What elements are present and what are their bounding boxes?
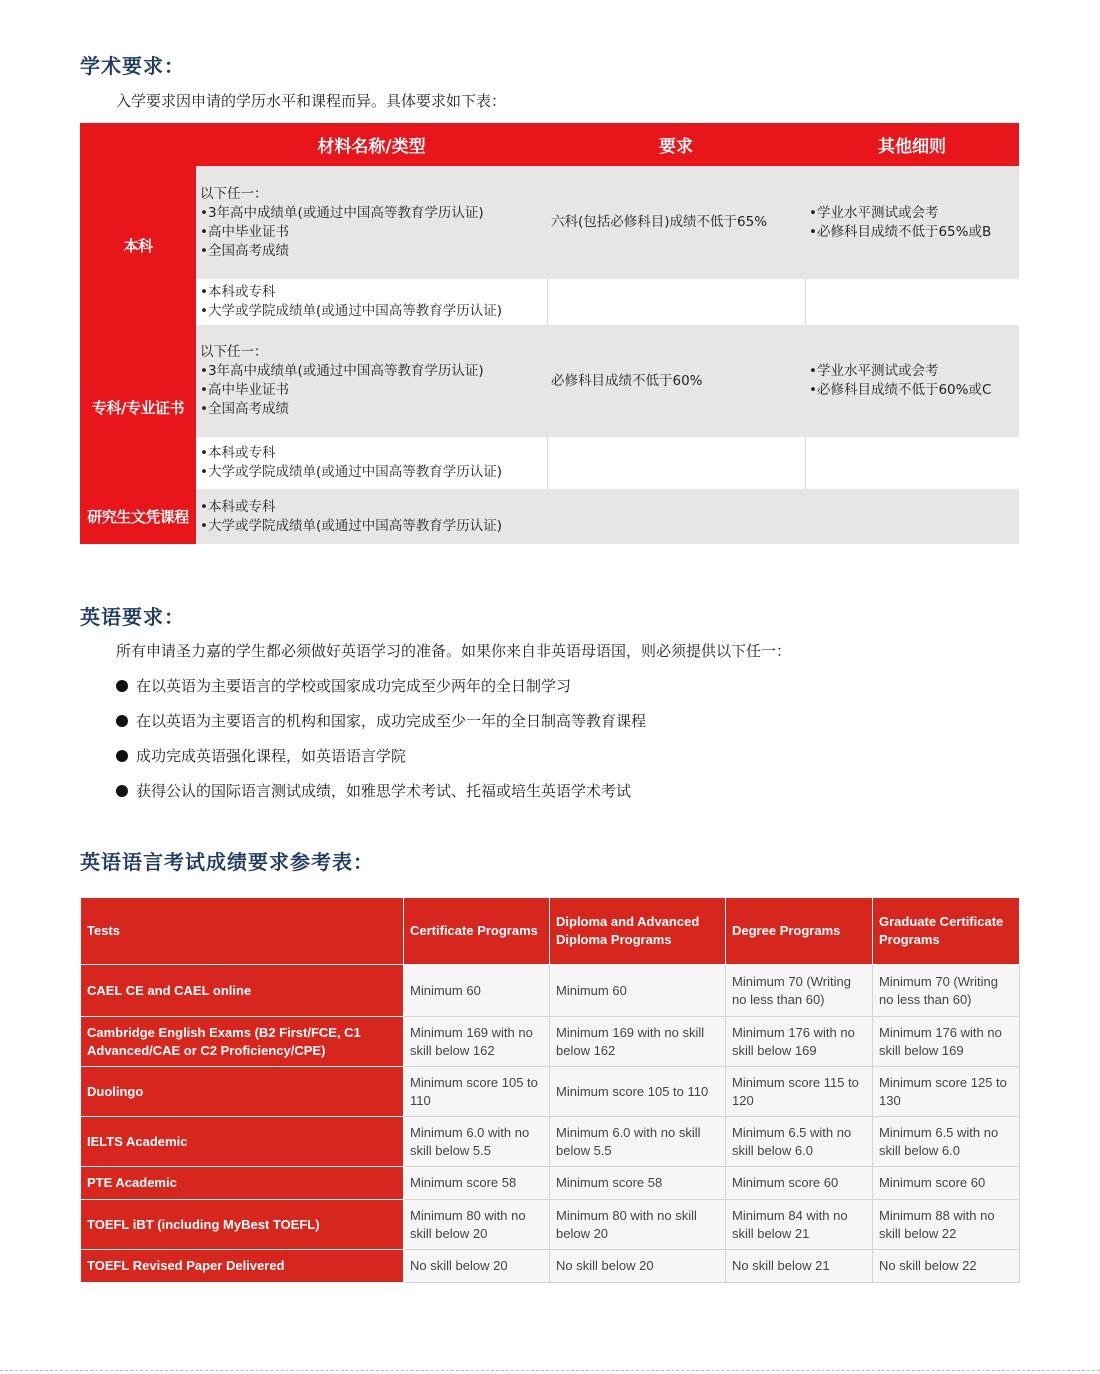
score-cell: No skill below 21	[726, 1250, 873, 1283]
materials-cell	[196, 437, 547, 489]
category-bachelor: 本科	[80, 166, 196, 325]
score-cell: Minimum 80 with no skill below 20	[404, 1200, 550, 1250]
category-diploma-certificate: 专科/专业证书	[80, 325, 196, 489]
score-cell: Minimum 6.0 with no skill below 5.5	[404, 1117, 550, 1167]
bullet-icon	[116, 750, 128, 762]
score-cell: Minimum 6.5 with no skill below 6.0	[726, 1117, 873, 1167]
cell-divider	[805, 437, 806, 489]
bullet-icon	[116, 785, 128, 797]
list-item-text: 在以英语为主要语言的机构和国家，成功完成至少一年的全日制高等教育课程	[136, 712, 647, 730]
academic-requirements-table	[80, 123, 1019, 544]
materials-line: •全国高考成绩	[200, 401, 289, 417]
materials-line: •本科或专科	[200, 284, 276, 300]
cell-divider	[547, 279, 548, 325]
score-cell: No skill below 22	[873, 1250, 1020, 1283]
score-cell: Minimum 60	[404, 965, 550, 1017]
table-row	[81, 1250, 1020, 1283]
header-graduate-certificate: Graduate Certificate Programs	[873, 898, 1020, 965]
table-row	[196, 489, 1019, 544]
score-cell: No skill below 20	[404, 1250, 550, 1283]
header-degree: Degree Programs	[726, 898, 873, 965]
score-cell: Minimum 88 with no skill below 22	[873, 1200, 1020, 1250]
test-name: Cambridge English Exams (B2 First/FCE, C1 Advanced/CAE or C2 Proficiency/CPE)	[81, 1017, 404, 1067]
test-name: CAEL CE and CAEL online	[81, 965, 404, 1017]
details-cell	[805, 325, 1019, 437]
materials-line: •大学或学院成绩单(或通过中国高等教育学历认证)	[200, 464, 502, 480]
score-cell: Minimum 6.0 with no skill below 5.5	[550, 1117, 726, 1167]
test-name: IELTS Academic	[81, 1117, 404, 1167]
score-cell: No skill below 20	[550, 1250, 726, 1283]
materials-cell	[196, 325, 547, 437]
table-row	[81, 1200, 1020, 1250]
score-cell: Minimum score 105 to 110	[404, 1067, 550, 1117]
details-cell	[805, 166, 1019, 279]
list-item	[116, 780, 631, 801]
score-cell: Minimum 70 (Writing no less than 60)	[873, 965, 1020, 1017]
table-row	[81, 1017, 1020, 1067]
score-cell: Minimum score 105 to 110	[550, 1067, 726, 1117]
details-line: •必修科目成绩不低于65%或B	[809, 223, 992, 240]
cell-divider	[547, 437, 548, 489]
table-header-requirement: 要求	[547, 123, 805, 166]
table-row	[196, 437, 1019, 489]
english-title: 英语要求：	[80, 605, 185, 629]
score-cell: Minimum score 58	[404, 1167, 550, 1200]
category-graduate-diploma: 研究生文凭课程	[80, 489, 196, 544]
list-item	[116, 710, 646, 731]
materials-line: •高中毕业证书	[200, 382, 289, 398]
english-score-table	[80, 897, 1020, 1283]
requirement-text: 六科(包括必修科目)成绩不低于65%	[551, 214, 768, 230]
list-item	[116, 675, 571, 696]
list-item-text: 在以英语为主要语言的学校或国家成功完成至少两年的全日制学习	[136, 677, 572, 695]
materials-cell	[196, 489, 547, 544]
materials-line: •3年高中成绩单(或通过中国高等教育学历认证)	[200, 204, 484, 221]
score-cell: Minimum score 58	[550, 1167, 726, 1200]
materials-cell	[196, 279, 547, 325]
details-line: •学业水平测试或会考	[809, 363, 939, 379]
table-header-row	[81, 898, 1020, 965]
score-cell: Minimum 176 with no skill below 169	[726, 1017, 873, 1067]
materials-line: •本科或专科	[200, 498, 276, 515]
requirement-cell	[547, 325, 805, 437]
materials-line: 以下任一：	[200, 185, 268, 202]
table-header-corner	[80, 123, 196, 166]
english-intro: 所有申请圣力嘉的学生都必须做好英语学习的准备。如果你来自非英语母语国，则必须提供以下任一：	[116, 642, 792, 660]
materials-line: •大学或学院成绩单(或通过中国高等教育学历认证)	[200, 303, 502, 319]
table-row	[81, 965, 1020, 1017]
materials-line: •本科或专科	[200, 445, 276, 461]
materials-line: •全国高考成绩	[200, 242, 289, 259]
score-cell: Minimum score 125 to 130	[873, 1067, 1020, 1117]
materials-line: •高中毕业证书	[200, 223, 289, 240]
score-cell: Minimum score 115 to 120	[726, 1067, 873, 1117]
test-name: Duolingo	[81, 1067, 404, 1117]
requirement-text: 必修科目成绩不低于60%	[551, 372, 703, 389]
bullet-icon	[116, 715, 128, 727]
table-row	[196, 166, 1019, 279]
table-row	[196, 279, 1019, 325]
table-row	[196, 325, 1019, 437]
list-item-text: 获得公认的国际语言测试成绩，如雅思学术考试、托福或培生英语学术考试	[136, 782, 632, 800]
score-cell: Minimum 70 (Writing no less than 60)	[726, 965, 873, 1017]
score-cell: Minimum 80 with no skill below 20	[550, 1200, 726, 1250]
header-diploma: Diploma and Advanced Diploma Programs	[550, 898, 726, 965]
page-divider	[0, 1370, 1100, 1371]
list-item-text: 成功完成英语强化课程，如英语语言学院	[136, 747, 407, 765]
header-tests: Tests	[81, 898, 404, 965]
score-cell: Minimum 60	[550, 965, 726, 1017]
header-certificate: Certificate Programs	[404, 898, 550, 965]
table-header-details: 其他细则	[805, 123, 1019, 166]
table-row	[81, 1117, 1020, 1167]
requirement-cell	[547, 166, 805, 279]
test-name: TOEFL iBT (including MyBest TOEFL)	[81, 1200, 404, 1250]
score-cell: Minimum 176 with no skill below 169	[873, 1017, 1020, 1067]
academic-title: 学术要求：	[80, 54, 185, 78]
materials-line: •3年高中成绩单(或通过中国高等教育学历认证)	[200, 363, 484, 379]
score-cell: Minimum 84 with no skill below 21	[726, 1200, 873, 1250]
academic-intro: 入学要求因申请的学历水平和课程而异。具体要求如下表：	[116, 92, 507, 110]
materials-cell	[196, 166, 547, 279]
test-name: PTE Academic	[81, 1167, 404, 1200]
materials-line: 以下任一：	[200, 344, 268, 360]
materials-line: •大学或学院成绩单(或通过中国高等教育学历认证)	[200, 517, 502, 534]
details-line: •学业水平测试或会考	[809, 204, 939, 221]
score-cell: Minimum score 60	[873, 1167, 1020, 1200]
score-cell: Minimum score 60	[726, 1167, 873, 1200]
test-name: TOEFL Revised Paper Delivered	[81, 1250, 404, 1283]
details-line: •必修科目成绩不低于60%或C	[809, 382, 992, 398]
table-row	[81, 1067, 1020, 1117]
score-cell: Minimum 169 with no skill below 162	[550, 1017, 726, 1067]
bullet-icon	[116, 680, 128, 692]
table-row	[81, 1167, 1020, 1200]
table-header-materials: 材料名称/类型	[196, 123, 547, 166]
score-cell: Minimum 6.5 with no skill below 6.0	[873, 1117, 1020, 1167]
cell-divider	[805, 279, 806, 325]
scores-title: 英语语言考试成绩要求参考表：	[80, 850, 374, 874]
list-item	[116, 745, 406, 766]
score-cell: Minimum 169 with no skill below 162	[404, 1017, 550, 1067]
